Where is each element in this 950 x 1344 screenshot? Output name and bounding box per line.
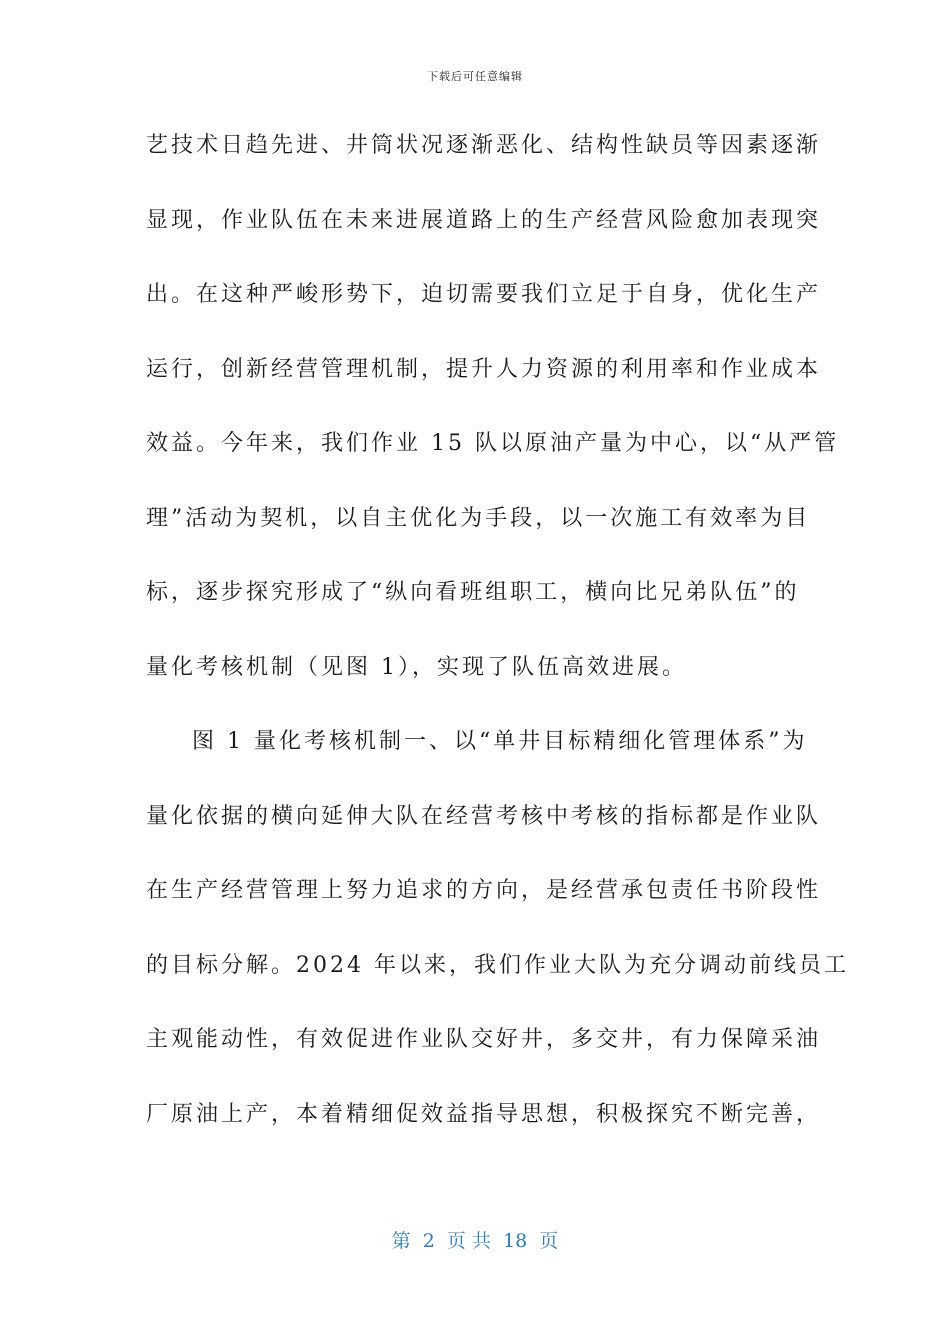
body-line: 厂原油上产，本着精细促效益指导思想，积极探究不断完善， — [146, 1101, 822, 1127]
body-line: 量化考核机制（见图 1），实现了队伍高效进展。 — [146, 654, 687, 680]
page-header: 下载后可任意编辑 — [427, 70, 523, 83]
body-line: 效益。今年来，我们作业 15 队以原油产量为中心，以“从严管 — [146, 431, 840, 456]
page-number-footer: 第 2 页 共 18 页 — [391, 1230, 559, 1252]
body-line: 显现，作业队伍在未来进展道路上的生产经营风险愈加表现突 — [146, 207, 822, 233]
body-line: 量化依据的横向延伸大队在经营考核中考核的指标都是作业队 — [146, 803, 822, 829]
body-line: 运行，创新经营管理机制，提升人力资源的利用率和作业成本 — [146, 356, 822, 382]
body-line: 的目标分解。2024 年以来，我们作业大队为充分调动前线员工 — [146, 952, 849, 978]
body-line: 理”活动为契机，以自主优化为手段，以一次施工有效率为目 — [146, 505, 811, 531]
body-line: 主观能动性，有效促进作业队交好井，多交井，有力保障采油 — [146, 1027, 822, 1052]
body-line: 艺技术日趋先进、井筒状况逐渐恶化、结构性缺员等因素逐渐 — [146, 133, 822, 158]
body-line: 在生产经营管理上努力追求的方向，是经营承包责任书阶段性 — [146, 878, 822, 903]
body-line: 出。在这种严峻形势下，迫切需要我们立足于自身，优化生产 — [146, 282, 822, 307]
body-line-paragraph-start: 图 1 量化考核机制一、以“单井目标精细化管理体系”为 — [192, 729, 808, 754]
body-line: 标，逐步探究形成了“纵向看班组职工，横向比兄弟队伍”的 — [146, 580, 800, 605]
document-body — [146, 118, 849, 1161]
